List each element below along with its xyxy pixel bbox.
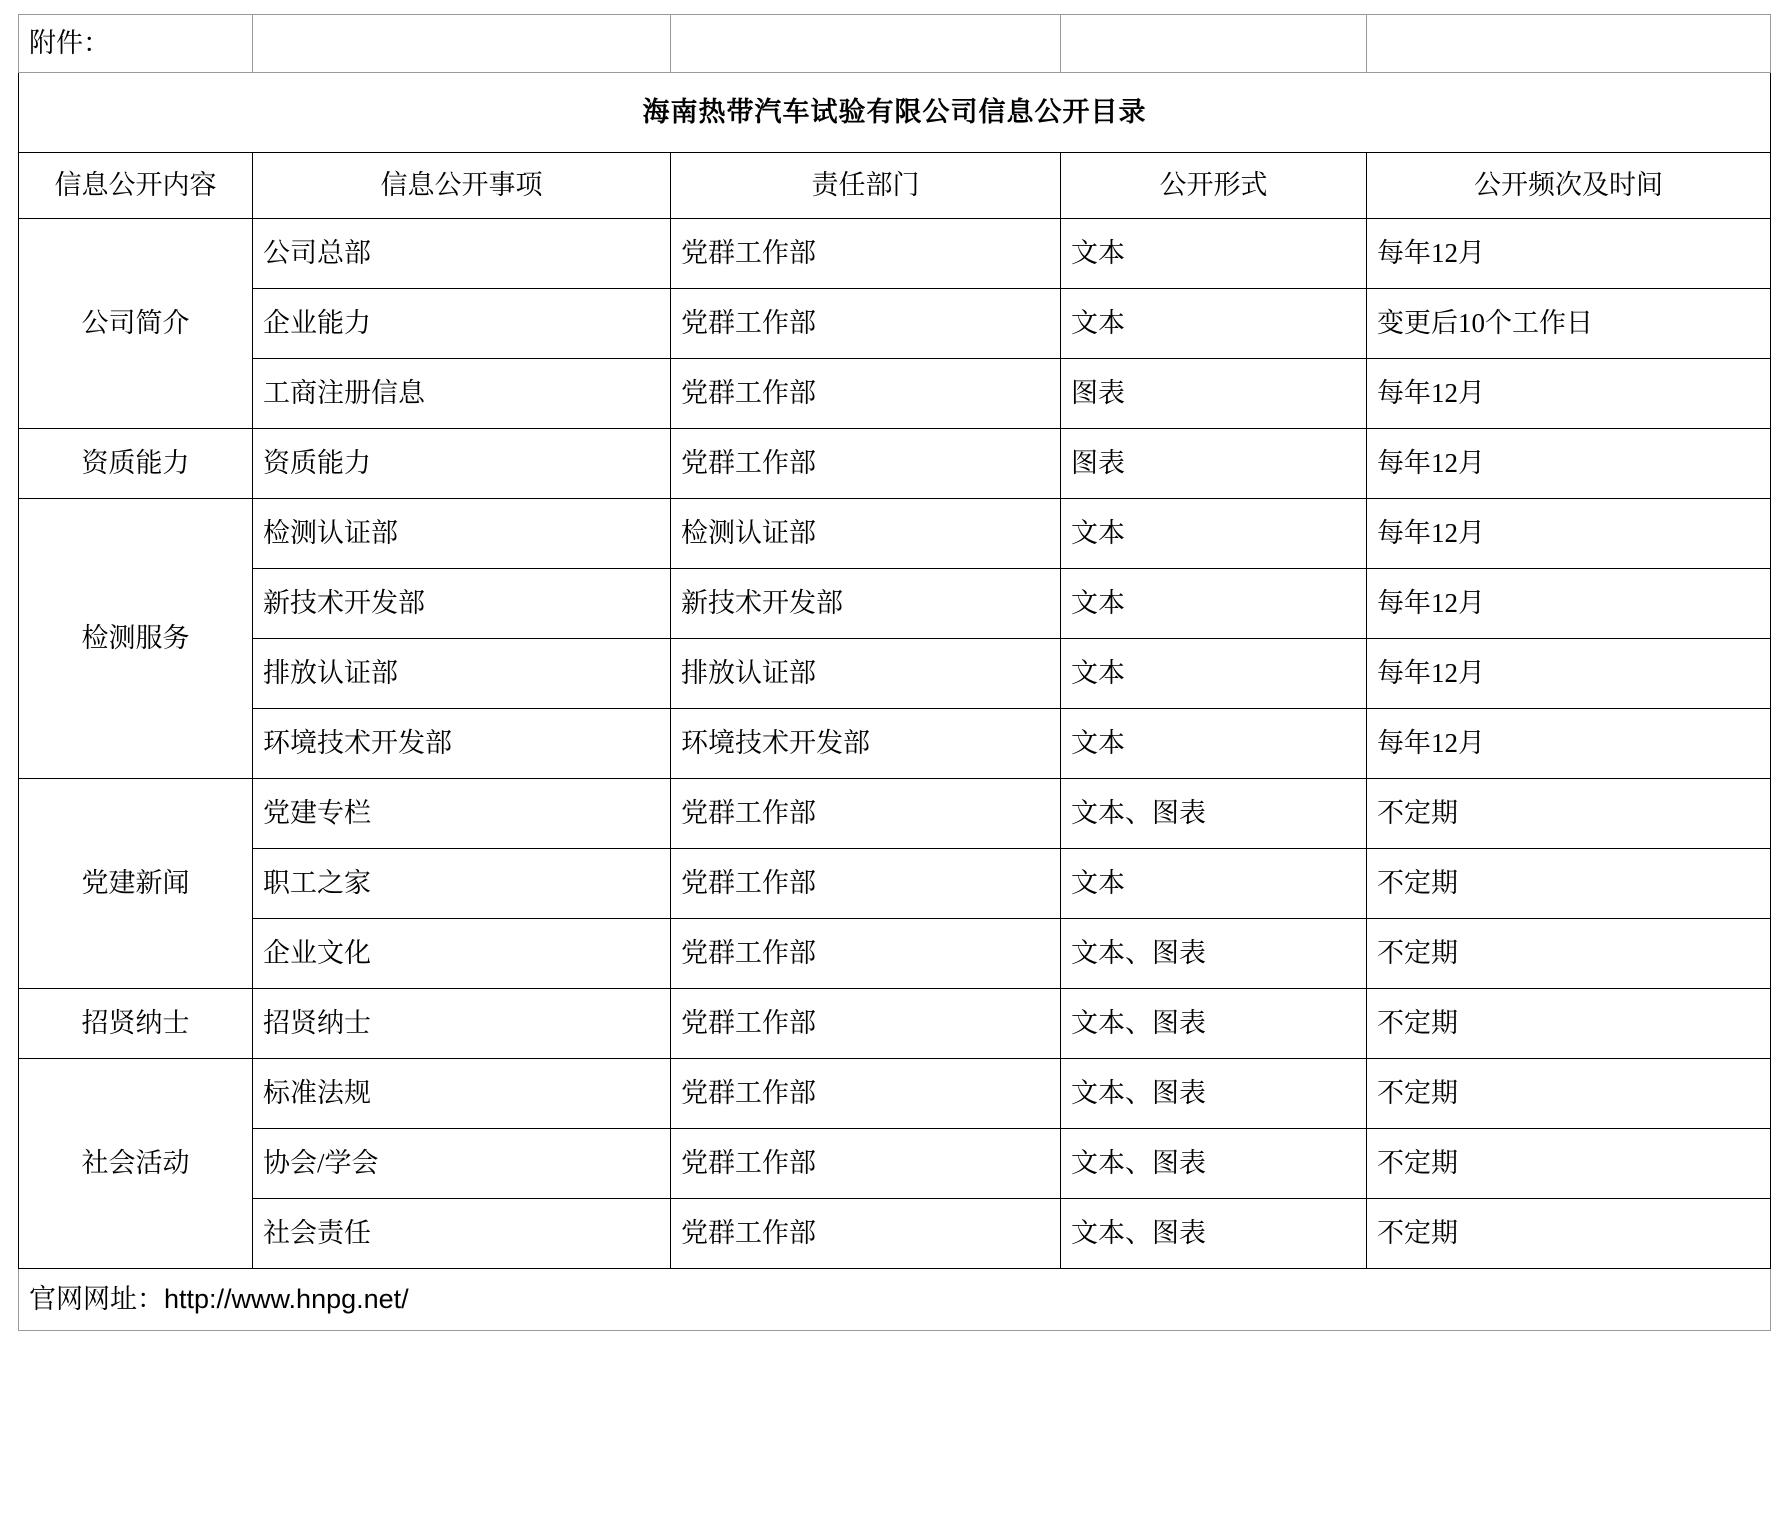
form-cell: 文本、图表 xyxy=(1061,989,1367,1059)
item-cell: 公司总部 xyxy=(253,219,671,289)
table-row xyxy=(19,569,1771,639)
department-cell: 党群工作部 xyxy=(671,779,1061,849)
item-cell: 排放认证部 xyxy=(253,639,671,709)
department-cell: 新技术开发部 xyxy=(671,569,1061,639)
item-cell: 招贤纳士 xyxy=(253,989,671,1059)
page-title: 海南热带汽车试验有限公司信息公开目录 xyxy=(19,73,1771,153)
table-row xyxy=(19,989,1771,1059)
blank-cell xyxy=(253,15,671,73)
group-label: 资质能力 xyxy=(19,429,253,499)
attachment-label: 附件： xyxy=(19,15,253,73)
department-cell: 党群工作部 xyxy=(671,919,1061,989)
form-cell: 文本 xyxy=(1061,569,1367,639)
blank-cell xyxy=(1367,15,1771,73)
frequency-cell: 不定期 xyxy=(1367,1199,1771,1269)
item-cell: 职工之家 xyxy=(253,849,671,919)
table-row xyxy=(19,639,1771,709)
department-cell: 环境技术开发部 xyxy=(671,709,1061,779)
form-cell: 文本、图表 xyxy=(1061,1129,1367,1199)
form-cell: 文本、图表 xyxy=(1061,919,1367,989)
form-cell: 文本 xyxy=(1061,499,1367,569)
frequency-cell: 每年12月 xyxy=(1367,359,1771,429)
attachment-row xyxy=(19,15,1771,73)
item-cell: 企业文化 xyxy=(253,919,671,989)
table-row xyxy=(19,919,1771,989)
department-cell: 排放认证部 xyxy=(671,639,1061,709)
department-cell: 党群工作部 xyxy=(671,429,1061,499)
item-cell: 环境技术开发部 xyxy=(253,709,671,779)
table-row xyxy=(19,1199,1771,1269)
group-label: 检测服务 xyxy=(19,499,253,779)
footer-row xyxy=(19,1269,1771,1331)
frequency-cell: 每年12月 xyxy=(1367,709,1771,779)
table-row xyxy=(19,1059,1771,1129)
title-row xyxy=(19,73,1771,153)
item-cell: 标准法规 xyxy=(253,1059,671,1129)
table-row xyxy=(19,499,1771,569)
department-cell: 党群工作部 xyxy=(671,989,1061,1059)
frequency-cell: 每年12月 xyxy=(1367,499,1771,569)
frequency-cell: 每年12月 xyxy=(1367,219,1771,289)
department-cell: 党群工作部 xyxy=(671,219,1061,289)
department-cell: 党群工作部 xyxy=(671,1199,1061,1269)
frequency-cell: 每年12月 xyxy=(1367,569,1771,639)
frequency-cell: 不定期 xyxy=(1367,1059,1771,1129)
form-cell: 文本 xyxy=(1061,219,1367,289)
table-row xyxy=(19,429,1771,499)
frequency-cell: 变更后10个工作日 xyxy=(1367,289,1771,359)
column-header-item: 信息公开事项 xyxy=(253,153,671,219)
blank-cell xyxy=(1061,15,1367,73)
item-cell: 新技术开发部 xyxy=(253,569,671,639)
table-row xyxy=(19,1129,1771,1199)
form-cell: 文本、图表 xyxy=(1061,1059,1367,1129)
department-cell: 党群工作部 xyxy=(671,1059,1061,1129)
department-cell: 党群工作部 xyxy=(671,1129,1061,1199)
item-cell: 协会/学会 xyxy=(253,1129,671,1199)
form-cell: 文本 xyxy=(1061,709,1367,779)
group-label: 公司简介 xyxy=(19,219,253,429)
item-cell: 社会责任 xyxy=(253,1199,671,1269)
department-cell: 检测认证部 xyxy=(671,499,1061,569)
frequency-cell: 每年12月 xyxy=(1367,639,1771,709)
item-cell: 资质能力 xyxy=(253,429,671,499)
frequency-cell: 不定期 xyxy=(1367,779,1771,849)
department-cell: 党群工作部 xyxy=(671,359,1061,429)
table-row xyxy=(19,779,1771,849)
table-body xyxy=(19,15,1771,1331)
blank-cell xyxy=(671,15,1061,73)
form-cell: 文本、图表 xyxy=(1061,1199,1367,1269)
group-label: 社会活动 xyxy=(19,1059,253,1269)
table-row xyxy=(19,359,1771,429)
form-cell: 图表 xyxy=(1061,429,1367,499)
group-label: 党建新闻 xyxy=(19,779,253,989)
department-cell: 党群工作部 xyxy=(671,289,1061,359)
information-disclosure-table xyxy=(18,14,1771,1331)
table-row xyxy=(19,219,1771,289)
column-header-content: 信息公开内容 xyxy=(19,153,253,219)
frequency-cell: 不定期 xyxy=(1367,849,1771,919)
item-cell: 工商注册信息 xyxy=(253,359,671,429)
group-label: 招贤纳士 xyxy=(19,989,253,1059)
item-cell: 企业能力 xyxy=(253,289,671,359)
column-header-form: 公开形式 xyxy=(1061,153,1367,219)
website-footer: 官网网址：http://www.hnpg.net/ xyxy=(19,1269,1771,1331)
table-header-row xyxy=(19,153,1771,219)
form-cell: 文本、图表 xyxy=(1061,779,1367,849)
form-cell: 文本 xyxy=(1061,849,1367,919)
table-row xyxy=(19,849,1771,919)
table-row xyxy=(19,289,1771,359)
frequency-cell: 每年12月 xyxy=(1367,429,1771,499)
frequency-cell: 不定期 xyxy=(1367,989,1771,1059)
department-cell: 党群工作部 xyxy=(671,849,1061,919)
frequency-cell: 不定期 xyxy=(1367,919,1771,989)
column-header-department: 责任部门 xyxy=(671,153,1061,219)
table-row xyxy=(19,709,1771,779)
frequency-cell: 不定期 xyxy=(1367,1129,1771,1199)
column-header-frequency: 公开频次及时间 xyxy=(1367,153,1771,219)
form-cell: 文本 xyxy=(1061,289,1367,359)
form-cell: 图表 xyxy=(1061,359,1367,429)
item-cell: 党建专栏 xyxy=(253,779,671,849)
item-cell: 检测认证部 xyxy=(253,499,671,569)
form-cell: 文本 xyxy=(1061,639,1367,709)
